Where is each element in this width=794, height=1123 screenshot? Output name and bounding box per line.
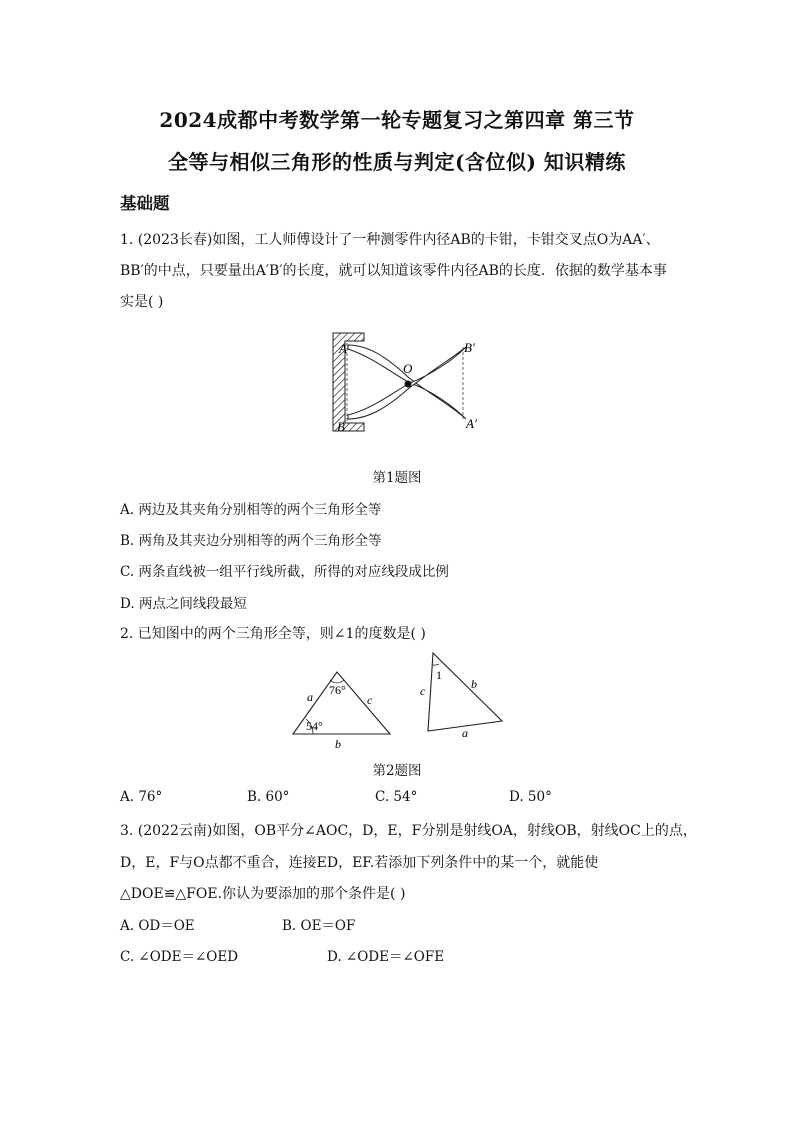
section-heading: 基础题 [120, 194, 170, 213]
tri1-angle-top: 76° [329, 683, 346, 697]
q1-stem-line-2: BB′的中点，只要量出A′B′的长度，就可以知道该零件内径AB的长度．依据的数学基本事 [120, 263, 667, 279]
q1-option-b[interactable]: B. 两角及其夹边分别相等的两个三角形全等 [120, 533, 382, 549]
tri2-side-a: a [462, 726, 468, 740]
q1-option-a[interactable]: A. 两边及其夹角分别相等的两个三角形全等 [120, 502, 382, 518]
q1-stem-line-3: 实是( ) [120, 294, 164, 310]
q2-stem: 2. 已知图中的两个三角形全等，则∠1的度数是( ) [120, 626, 426, 642]
tri1-side-b: b [335, 737, 341, 751]
tri1-side-c: c [367, 693, 373, 707]
tri2-side-b: b [471, 677, 477, 691]
label-b-prime: B′ [464, 340, 475, 355]
q1-stem-line-1: 1. (2023长春)如图，工人师傅设计了一种测零件内径AB的卡钳，卡钳交叉点O为AA′、 [120, 232, 660, 248]
q3-stem-line-1: 3. (2022云南)如图，OB平分∠AOC，D，E，F分别是射线OA，射线OB，射线OC上的点， [120, 823, 697, 839]
q3-option-c[interactable]: C. ∠ODE＝∠OED [120, 949, 239, 965]
triangle-2 [428, 653, 502, 731]
q1-option-d[interactable]: D. 两点之间线段最短 [120, 596, 247, 612]
q1-figure-caliper [320, 325, 490, 445]
title-line-1: 2024成都中考数学第一轮专题复习之第四章 第三节 [159, 108, 635, 132]
tri2-side-c: c [420, 684, 426, 698]
q2-option-b[interactable]: B. 60° [247, 789, 290, 805]
q1-option-c[interactable]: C. 两条直线被一组平行线所截，所得的对应线段成比例 [120, 564, 449, 580]
q2-caption: 第2题图 [372, 763, 422, 779]
q2-option-c[interactable]: C. 54° [375, 789, 418, 805]
pivot-point-o [405, 381, 412, 388]
label-a: A [339, 341, 347, 356]
q3-option-d[interactable]: D. ∠ODE＝∠OFE [327, 949, 445, 965]
q3-stem-line-2: D，E，F与O点都不重合，连接ED，EF.若添加下列条件中的某一个，就能使 [120, 855, 599, 871]
q3-option-b[interactable]: B. OE＝OF [282, 918, 356, 934]
title-line-2: 全等与相似三角形的性质与判定(含位似) 知识精练 [168, 150, 626, 174]
label-o: O [403, 361, 413, 376]
tri1-side-a: a [307, 690, 313, 704]
q1-caption: 第1题图 [372, 470, 422, 486]
angle-arc-1 [432, 664, 439, 665]
q2-option-a[interactable]: A. 76° [120, 789, 163, 805]
tri1-angle-left: 54° [306, 719, 323, 733]
q2-option-d[interactable]: D. 50° [509, 789, 552, 805]
label-a-prime: A′ [466, 416, 477, 431]
tri2-angle-1: 1 [436, 668, 442, 682]
label-b: B [337, 419, 345, 434]
q3-stem-line-3: △DOE≌△FOE.你认为要添加的那个条件是( ) [120, 886, 406, 902]
q3-option-a[interactable]: A. OD＝OE [120, 918, 195, 934]
q2-figure-triangles [285, 648, 515, 753]
